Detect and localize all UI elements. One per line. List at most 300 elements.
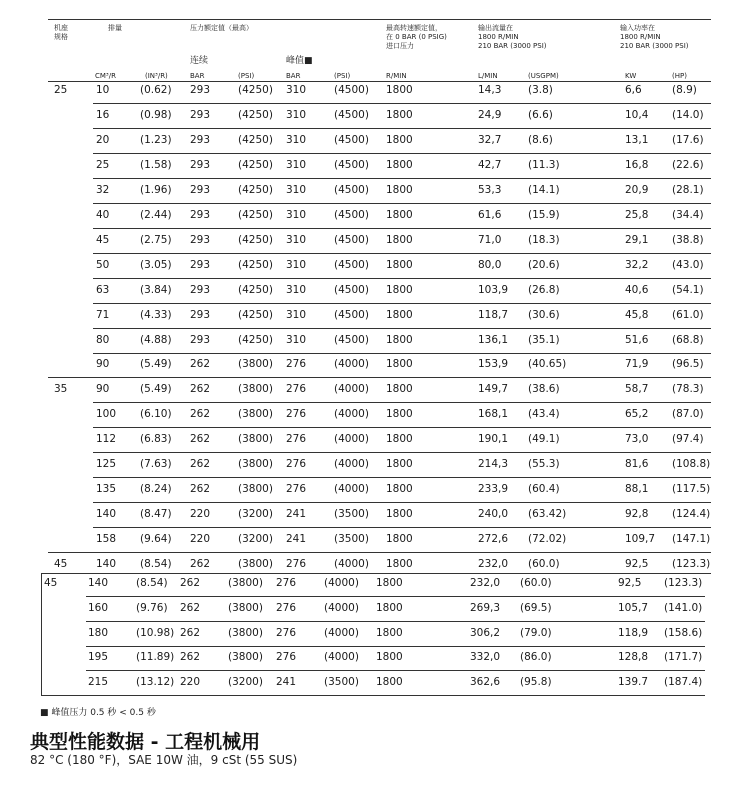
cell-cont-bar: 262 xyxy=(180,651,201,664)
cell-power-kw: 128,8 xyxy=(618,651,649,664)
row-rule xyxy=(93,203,711,204)
cell-cont-psi: (3800) xyxy=(228,601,263,614)
cell-power-hp: (123.3) xyxy=(664,577,703,589)
row-rule xyxy=(86,596,705,597)
cell-speed-rmin: 1800 xyxy=(386,133,413,146)
cell-peak-psi: (3500) xyxy=(324,676,359,689)
cell-flow-usgpm: (20.6) xyxy=(528,258,560,271)
cell-peak-bar: 241 xyxy=(276,676,297,689)
cell-speed-rmin: 1800 xyxy=(386,108,413,121)
cell-cont-bar: 262 xyxy=(190,433,211,446)
cell-peak-bar: 276 xyxy=(286,358,307,371)
cell-displacement-cm3: 25 xyxy=(96,158,110,171)
cell-peak-bar: 276 xyxy=(286,558,307,571)
cell-frame: 45 xyxy=(44,577,58,589)
unit-psi-peak: (PSI) xyxy=(334,72,351,80)
cell-displacement-in3: (8.54) xyxy=(140,558,172,571)
cell-peak-bar: 276 xyxy=(276,577,297,589)
cell-flow-lmin: 42,7 xyxy=(478,158,502,171)
cell-displacement-cm3: 50 xyxy=(96,258,110,271)
cell-power-kw: 51,6 xyxy=(625,333,649,346)
cell-flow-lmin: 272,6 xyxy=(478,533,509,546)
cell-power-hp: (147.1) xyxy=(672,533,711,546)
row-rule xyxy=(93,103,711,104)
cell-peak-bar: 310 xyxy=(286,84,307,96)
cell-flow-lmin: 190,1 xyxy=(478,433,509,446)
cell-flow-usgpm: (26.8) xyxy=(528,283,560,296)
cell-flow-usgpm: (35.1) xyxy=(528,333,560,346)
cell-cont-psi: (3800) xyxy=(238,433,273,446)
cell-displacement-in3: (8.47) xyxy=(140,508,172,521)
cell-speed-rmin: 1800 xyxy=(386,358,413,371)
cell-displacement-cm3: 180 xyxy=(88,626,109,639)
cell-displacement-in3: (1.23) xyxy=(140,133,172,146)
row-rule xyxy=(93,477,711,478)
cell-cont-psi: (4250) xyxy=(238,108,273,121)
cell-cont-bar: 293 xyxy=(190,84,211,96)
cell-peak-bar: 276 xyxy=(276,651,297,664)
cell-cont-bar: 262 xyxy=(190,408,211,421)
cell-cont-psi: (3800) xyxy=(238,383,273,396)
cell-flow-usgpm: (8.6) xyxy=(528,133,553,146)
cell-cont-psi: (3800) xyxy=(238,483,273,496)
header-displacement: 排量 xyxy=(108,24,122,32)
page-title: 典型性能数据 - 工程机械用 xyxy=(30,731,261,753)
cell-power-hp: (61.0) xyxy=(672,308,704,321)
cell-frame: 45 xyxy=(54,558,68,571)
cell-peak-psi: (4000) xyxy=(324,601,359,614)
cell-power-hp: (124.4) xyxy=(672,508,711,521)
cell-flow-usgpm: (11.3) xyxy=(528,158,560,171)
cell-peak-bar: 276 xyxy=(286,483,307,496)
row-rule xyxy=(93,427,711,428)
cell-peak-psi: (4500) xyxy=(334,84,369,96)
cell-power-kw: 6,6 xyxy=(625,84,642,96)
cell-power-hp: (141.0) xyxy=(664,601,703,614)
cell-flow-lmin: 214,3 xyxy=(478,458,509,471)
cell-peak-bar: 241 xyxy=(286,533,307,546)
row-rule xyxy=(86,670,705,671)
bottom-rule xyxy=(41,695,705,696)
cell-peak-bar: 310 xyxy=(286,283,307,296)
cell-power-kw: 29,1 xyxy=(625,233,649,246)
cell-peak-psi: (4500) xyxy=(334,208,369,221)
cell-power-kw: 118,9 xyxy=(618,626,649,639)
cell-displacement-cm3: 112 xyxy=(96,433,117,446)
cell-cont-psi: (4250) xyxy=(238,308,273,321)
cell-peak-bar: 310 xyxy=(286,233,307,246)
row-rule xyxy=(93,228,711,229)
cell-displacement-cm3: 90 xyxy=(96,383,110,396)
cell-power-hp: (87.0) xyxy=(672,408,704,421)
cell-flow-lmin: 306,2 xyxy=(470,626,501,639)
cell-flow-usgpm: (15.9) xyxy=(528,208,560,221)
cell-power-kw: 65,2 xyxy=(625,408,649,421)
row-rule xyxy=(93,178,711,179)
row-rule xyxy=(48,377,711,378)
cell-displacement-cm3: 215 xyxy=(88,676,109,689)
cell-cont-psi: (3200) xyxy=(238,508,273,521)
unit-rmin: R/MIN xyxy=(386,72,407,80)
cell-flow-lmin: 32,7 xyxy=(478,133,502,146)
cell-frame: 25 xyxy=(54,84,68,96)
cell-power-kw: 10,4 xyxy=(625,108,649,121)
row-rule xyxy=(93,353,711,354)
cell-displacement-in3: (7.63) xyxy=(140,458,172,471)
cell-flow-usgpm: (86.0) xyxy=(520,651,552,664)
cell-peak-psi: (3500) xyxy=(334,508,369,521)
cell-cont-bar: 262 xyxy=(190,383,211,396)
cell-power-kw: 40,6 xyxy=(625,283,649,296)
cell-speed-rmin: 1800 xyxy=(376,676,403,689)
cell-displacement-in3: (13.12) xyxy=(136,676,175,689)
cell-flow-lmin: 240,0 xyxy=(478,508,509,521)
unit-psi: (PSI) xyxy=(238,72,255,80)
row-rule xyxy=(93,278,711,279)
cell-displacement-cm3: 32 xyxy=(96,183,110,196)
cell-displacement-cm3: 45 xyxy=(96,233,110,246)
cell-power-hp: (97.4) xyxy=(672,433,704,446)
cell-peak-bar: 310 xyxy=(286,108,307,121)
cell-peak-psi: (3500) xyxy=(334,533,369,546)
cell-flow-lmin: 14,3 xyxy=(478,84,502,96)
cell-flow-lmin: 168,1 xyxy=(478,408,509,421)
cell-speed-rmin: 1800 xyxy=(386,258,413,271)
cell-power-hp: (117.5) xyxy=(672,483,711,496)
cell-cont-psi: (3800) xyxy=(238,358,273,371)
cell-peak-psi: (4000) xyxy=(324,626,359,639)
cell-peak-bar: 276 xyxy=(286,433,307,446)
cell-displacement-in3: (2.44) xyxy=(140,208,172,221)
cell-flow-lmin: 118,7 xyxy=(478,308,509,321)
cell-peak-bar: 276 xyxy=(276,626,297,639)
cell-flow-lmin: 80,0 xyxy=(478,258,502,271)
cell-displacement-in3: (4.88) xyxy=(140,333,172,346)
header-continuous: 连续 xyxy=(190,56,209,66)
cell-power-kw: 58,7 xyxy=(625,383,649,396)
cell-peak-psi: (4500) xyxy=(334,158,369,171)
header-max-speed: 最高转速额定值， 在 0 BAR (0 PSIG) 进口压力 xyxy=(386,24,447,50)
cell-cont-psi: (3800) xyxy=(238,408,273,421)
cell-speed-rmin: 1800 xyxy=(386,308,413,321)
cell-displacement-in3: (3.05) xyxy=(140,258,172,271)
row-rule xyxy=(93,253,711,254)
cell-displacement-cm3: 160 xyxy=(88,601,109,614)
cell-speed-rmin: 1800 xyxy=(386,483,413,496)
cell-cont-psi: (4250) xyxy=(238,158,273,171)
cell-flow-usgpm: (6.6) xyxy=(528,108,553,121)
cell-displacement-in3: (9.64) xyxy=(140,533,172,546)
cell-flow-usgpm: (40.65) xyxy=(528,358,567,371)
cell-displacement-in3: (3.84) xyxy=(140,283,172,296)
cell-displacement-in3: (5.49) xyxy=(140,383,172,396)
cell-peak-psi: (4500) xyxy=(334,333,369,346)
cell-displacement-in3: (0.98) xyxy=(140,108,172,121)
cell-displacement-cm3: 140 xyxy=(96,508,117,521)
row-rule xyxy=(93,303,711,304)
cell-cont-bar: 293 xyxy=(190,208,211,221)
cell-flow-usgpm: (60.0) xyxy=(528,558,560,571)
cell-cont-bar: 293 xyxy=(190,308,211,321)
cell-peak-psi: (4000) xyxy=(334,433,369,446)
cell-flow-usgpm: (3.8) xyxy=(528,84,553,96)
cell-displacement-in3: (8.54) xyxy=(136,577,168,589)
cell-displacement-cm3: 135 xyxy=(96,483,117,496)
header-frame: 机座 规格 xyxy=(54,24,68,41)
unit-hp: (HP) xyxy=(672,72,687,80)
cell-power-hp: (187.4) xyxy=(664,676,703,689)
cell-power-hp: (28.1) xyxy=(672,183,704,196)
row-rule xyxy=(48,552,711,553)
cell-cont-bar: 293 xyxy=(190,133,211,146)
cell-displacement-in3: (1.96) xyxy=(140,183,172,196)
row-rule xyxy=(93,328,711,329)
cell-peak-psi: (4500) xyxy=(334,283,369,296)
unit-kw: KW xyxy=(625,72,637,80)
cell-cont-psi: (4250) xyxy=(238,133,273,146)
row-rule xyxy=(86,646,705,647)
cell-power-hp: (96.5) xyxy=(672,358,704,371)
cell-cont-psi: (4250) xyxy=(238,333,273,346)
cell-cont-bar: 262 xyxy=(190,483,211,496)
cell-peak-psi: (4000) xyxy=(334,408,369,421)
row-rule xyxy=(93,153,711,154)
cell-peak-bar: 241 xyxy=(286,508,307,521)
cell-peak-psi: (4500) xyxy=(334,108,369,121)
cell-flow-usgpm: (49.1) xyxy=(528,433,560,446)
test-conditions: 82 °C (180 °F)，SAE 10W 油，9 cSt (55 SUS) xyxy=(30,753,298,767)
cell-flow-lmin: 362,6 xyxy=(470,676,501,689)
cell-flow-usgpm: (14.1) xyxy=(528,183,560,196)
header-pressure: 压力额定值（最高） xyxy=(190,24,253,32)
cell-displacement-in3: (6.83) xyxy=(140,433,172,446)
cell-cont-bar: 293 xyxy=(190,258,211,271)
row-rule xyxy=(93,128,711,129)
cell-speed-rmin: 1800 xyxy=(386,408,413,421)
cell-cont-psi: (3800) xyxy=(228,626,263,639)
cell-peak-psi: (4500) xyxy=(334,258,369,271)
cell-cont-psi: (3800) xyxy=(228,577,263,589)
cell-power-kw: 88,1 xyxy=(625,483,649,496)
cell-flow-usgpm: (63.42) xyxy=(528,508,567,521)
cell-power-kw: 92,5 xyxy=(618,577,642,589)
cell-flow-lmin: 149,7 xyxy=(478,383,509,396)
cell-peak-psi: (4500) xyxy=(334,183,369,196)
cell-peak-bar: 310 xyxy=(286,133,307,146)
cell-power-kw: 73,0 xyxy=(625,433,649,446)
row-rule xyxy=(93,452,711,453)
cell-peak-bar: 310 xyxy=(286,308,307,321)
cell-displacement-in3: (10.98) xyxy=(136,626,175,639)
cell-speed-rmin: 1800 xyxy=(386,333,413,346)
cell-power-kw: 20,9 xyxy=(625,183,649,196)
cell-power-kw: 139.7 xyxy=(618,676,649,689)
cell-displacement-in3: (1.58) xyxy=(140,158,172,171)
cell-power-hp: (34.4) xyxy=(672,208,704,221)
cell-peak-psi: (4000) xyxy=(334,458,369,471)
cell-peak-bar: 310 xyxy=(286,333,307,346)
cell-flow-lmin: 332,0 xyxy=(470,651,501,664)
cell-displacement-cm3: 90 xyxy=(96,358,110,371)
cell-displacement-cm3: 40 xyxy=(96,208,110,221)
cell-speed-rmin: 1800 xyxy=(386,158,413,171)
cell-power-kw: 16,8 xyxy=(625,158,649,171)
cell-peak-bar: 276 xyxy=(286,458,307,471)
footnote: ■ 峰值压力 0.5 秒 < 0.5 秒 xyxy=(40,708,156,718)
cell-cont-bar: 293 xyxy=(190,233,211,246)
cell-cont-bar: 293 xyxy=(190,108,211,121)
cell-cont-bar: 220 xyxy=(190,508,211,521)
table-split-rule xyxy=(41,573,711,574)
cell-peak-psi: (4500) xyxy=(334,308,369,321)
cell-displacement-cm3: 140 xyxy=(88,577,109,589)
cell-cont-bar: 262 xyxy=(190,358,211,371)
cell-speed-rmin: 1800 xyxy=(386,283,413,296)
cell-flow-lmin: 232,0 xyxy=(470,577,501,589)
cell-peak-bar: 310 xyxy=(286,183,307,196)
cell-speed-rmin: 1800 xyxy=(386,533,413,546)
cell-displacement-cm3: 16 xyxy=(96,108,110,121)
cell-frame: 35 xyxy=(54,383,68,396)
cell-power-kw: 109,7 xyxy=(625,533,656,546)
cell-cont-psi: (3800) xyxy=(238,458,273,471)
cell-flow-usgpm: (38.6) xyxy=(528,383,560,396)
cell-speed-rmin: 1800 xyxy=(376,651,403,664)
cell-power-hp: (8.9) xyxy=(672,84,697,96)
cell-displacement-in3: (2.75) xyxy=(140,233,172,246)
cell-cont-bar: 293 xyxy=(190,183,211,196)
cell-speed-rmin: 1800 xyxy=(376,601,403,614)
cell-speed-rmin: 1800 xyxy=(386,383,413,396)
cell-speed-rmin: 1800 xyxy=(386,233,413,246)
cell-flow-lmin: 24,9 xyxy=(478,108,502,121)
cell-peak-bar: 310 xyxy=(286,208,307,221)
cell-peak-psi: (4500) xyxy=(334,233,369,246)
cell-peak-psi: (4000) xyxy=(334,558,369,571)
cell-power-hp: (43.0) xyxy=(672,258,704,271)
cell-cont-psi: (4250) xyxy=(238,208,273,221)
unit-cm3: CM³/R xyxy=(95,72,116,80)
cell-power-kw: 25,8 xyxy=(625,208,649,221)
cell-cont-bar: 262 xyxy=(180,626,201,639)
cell-displacement-in3: (11.89) xyxy=(136,651,175,664)
cell-speed-rmin: 1800 xyxy=(386,458,413,471)
cell-displacement-cm3: 10 xyxy=(96,84,110,96)
cell-cont-bar: 293 xyxy=(190,333,211,346)
cell-cont-psi: (3200) xyxy=(238,533,273,546)
cell-cont-psi: (3200) xyxy=(228,676,263,689)
cell-flow-lmin: 103,9 xyxy=(478,283,509,296)
cell-peak-bar: 310 xyxy=(286,258,307,271)
cell-displacement-in3: (6.10) xyxy=(140,408,172,421)
cell-flow-lmin: 136,1 xyxy=(478,333,509,346)
cell-power-hp: (171.7) xyxy=(664,651,703,664)
cell-peak-bar: 276 xyxy=(276,601,297,614)
unit-in3: (IN³/R) xyxy=(145,72,168,80)
unit-usgpm: (USGPM) xyxy=(528,72,559,80)
cell-displacement-cm3: 20 xyxy=(96,133,110,146)
cell-peak-bar: 276 xyxy=(286,408,307,421)
cell-flow-usgpm: (79.0) xyxy=(520,626,552,639)
cell-power-kw: 105,7 xyxy=(618,601,649,614)
row-rule xyxy=(93,527,711,528)
cell-speed-rmin: 1800 xyxy=(386,84,413,96)
cell-flow-lmin: 61,6 xyxy=(478,208,502,221)
cell-flow-usgpm: (30.6) xyxy=(528,308,560,321)
cell-cont-psi: (4250) xyxy=(238,258,273,271)
row-rule xyxy=(93,402,711,403)
cell-displacement-in3: (4.33) xyxy=(140,308,172,321)
unit-lmin: L/MIN xyxy=(478,72,498,80)
cell-cont-psi: (3800) xyxy=(238,558,273,571)
cell-flow-lmin: 269,3 xyxy=(470,601,501,614)
cell-speed-rmin: 1800 xyxy=(386,508,413,521)
cell-peak-psi: (4000) xyxy=(334,383,369,396)
cell-displacement-cm3: 140 xyxy=(96,558,117,571)
cell-cont-bar: 220 xyxy=(190,533,211,546)
cell-cont-bar: 293 xyxy=(190,283,211,296)
cell-power-kw: 13,1 xyxy=(625,133,649,146)
cell-speed-rmin: 1800 xyxy=(386,183,413,196)
cell-peak-psi: (4000) xyxy=(324,577,359,589)
cell-peak-psi: (4000) xyxy=(334,358,369,371)
cell-power-kw: 45,8 xyxy=(625,308,649,321)
cell-displacement-cm3: 80 xyxy=(96,333,110,346)
cell-cont-psi: (4250) xyxy=(238,84,273,96)
cell-flow-usgpm: (55.3) xyxy=(528,458,560,471)
cell-power-kw: 92,8 xyxy=(625,508,649,521)
cell-peak-psi: (4000) xyxy=(324,651,359,664)
table-left-rule xyxy=(41,573,42,695)
cell-power-hp: (22.6) xyxy=(672,158,704,171)
cell-flow-lmin: 233,9 xyxy=(478,483,509,496)
cell-power-kw: 32,2 xyxy=(625,258,649,271)
cell-peak-psi: (4000) xyxy=(334,483,369,496)
unit-bar-peak: BAR xyxy=(286,72,301,80)
cell-cont-psi: (4250) xyxy=(238,283,273,296)
cell-power-hp: (108.8) xyxy=(672,458,711,471)
cell-peak-bar: 276 xyxy=(286,383,307,396)
cell-displacement-cm3: 195 xyxy=(88,651,109,664)
cell-power-hp: (68.8) xyxy=(672,333,704,346)
cell-flow-lmin: 153,9 xyxy=(478,358,509,371)
cell-power-hp: (123.3) xyxy=(672,558,711,571)
cell-cont-bar: 262 xyxy=(180,577,201,589)
cell-displacement-cm3: 63 xyxy=(96,283,110,296)
cell-displacement-cm3: 125 xyxy=(96,458,117,471)
cell-speed-rmin: 1800 xyxy=(386,208,413,221)
cell-speed-rmin: 1800 xyxy=(386,433,413,446)
cell-flow-usgpm: (69.5) xyxy=(520,601,552,614)
cell-displacement-in3: (8.24) xyxy=(140,483,172,496)
cell-power-hp: (14.0) xyxy=(672,108,704,121)
cell-power-kw: 92,5 xyxy=(625,558,649,571)
header-flow: 输出流量在 1800 R/MIN 210 BAR (3000 PSI) xyxy=(478,24,547,50)
cell-flow-usgpm: (18.3) xyxy=(528,233,560,246)
cell-speed-rmin: 1800 xyxy=(376,577,403,589)
cell-cont-bar: 220 xyxy=(180,676,201,689)
cell-flow-usgpm: (43.4) xyxy=(528,408,560,421)
cell-flow-usgpm: (60.0) xyxy=(520,577,552,589)
cell-flow-lmin: 71,0 xyxy=(478,233,502,246)
cell-cont-bar: 262 xyxy=(190,558,211,571)
cell-flow-usgpm: (72.02) xyxy=(528,533,567,546)
header-rule xyxy=(48,81,711,82)
cell-power-kw: 81,6 xyxy=(625,458,649,471)
cell-flow-usgpm: (60.4) xyxy=(528,483,560,496)
row-rule xyxy=(86,621,705,622)
cell-peak-psi: (4500) xyxy=(334,133,369,146)
